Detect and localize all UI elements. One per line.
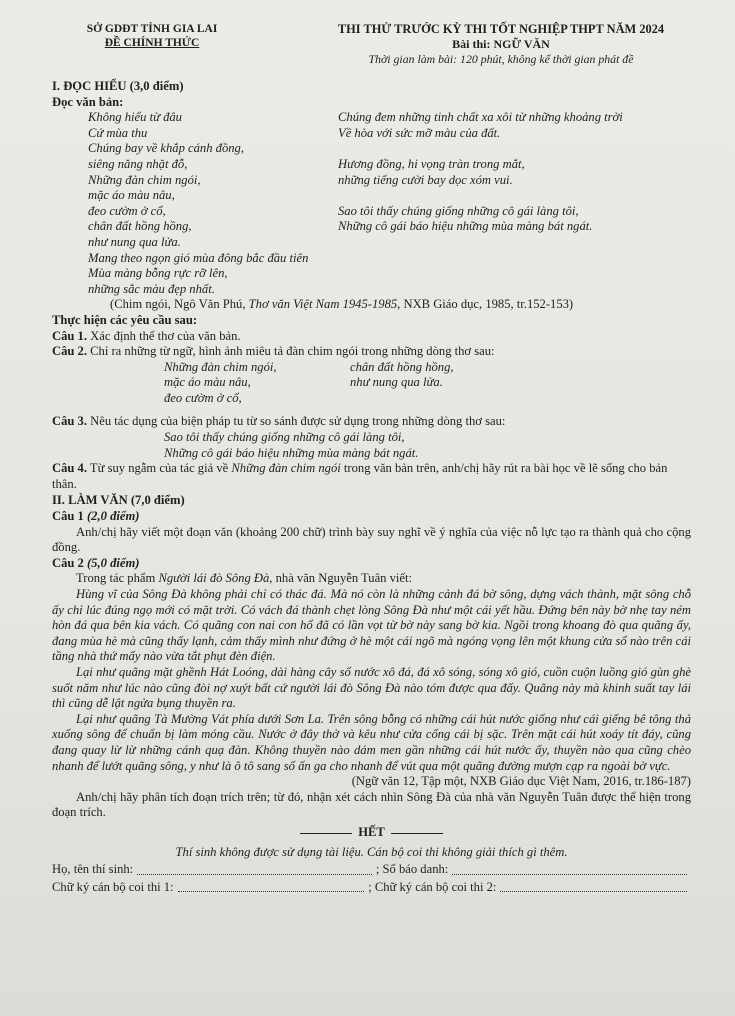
end-marker [52,825,691,841]
quote-line: mặc áo màu nâu, [164,375,251,390]
sig2-label: ; Chữ ký cán bộ coi thi 2: [368,879,497,894]
c1-label: Câu 1 [52,509,84,524]
poem-line: những tiếng cười bay dọc xóm vui. [338,172,513,187]
stanza-gap [338,188,691,204]
part1-title: I. ĐỌC HIỂU (3,0 điểm) [52,79,184,93]
poem-line: chân đất hồng hồng, [88,219,192,234]
q4-italic: Những đàn chim ngói [231,461,341,476]
sig1-label: Chữ ký cán bộ coi thi 1: [52,879,174,894]
passage-paragraph-2: Lại như quãng mặt ghềnh Hát Loóng, dài hàng cây số nước xô đá, đá xô sóng, sóng xô gió, cuồn cuộn luồng gió gùn ghè suốt năm như lúc nào cũng đòi nợ xuýt bất cứ người lái đò Sông Đà nào tóm được qua đấy. Quãng này mà khinh suất tay lái thì cũng dễ lật ngửa bụng thuyền ra. [52,664,691,711]
poem-line: Về hòa với sức mỡ màu của đất. [338,125,501,140]
poem-line: Mang theo ngọn gió mùa đông bắc đầu tiên [88,250,309,265]
quote-line: như nung qua lửa. [350,375,443,390]
stanza-gap [338,141,691,157]
poem-right-column [338,110,691,297]
q2-text: Chỉ ra những từ ngữ, hình ảnh miêu tả đàn chim ngói trong những dòng thơ sau: [87,344,495,359]
sig2-field[interactable] [500,880,687,893]
passage-paragraph-3: Lại như quãng Tà Mường Vát phía dưới Sơn La. Trên sông bỗng có những cái hút nước giống như cái giếng bê tông thả xuống sông để chuẩn bị làm móng cầu. Nước ở đây thở và kêu như cửa cống cái bị sặc. Trên mặt cái hút xoáy tít đáy, cũng đang quay lừ lừ những cánh quạ đàn. Không thuyền nào dám men gần những cái hút nước ấy, thuyền nào qua cũng chèo nhanh để lướt quãng sông, y như là ô tô sang số ấn ga cho nhanh để vút qua một quãng đường mượn cạp ra ngoài bờ vực. [52,711,691,773]
reading-label: Đọc văn bản: [52,94,124,109]
exam-note: Thí sinh không được sử dụng tài liệu. Cán bộ coi thi không giải thích gì thêm. [175,844,568,859]
c2-points: (5,0 điểm) [83,555,140,570]
header-left [52,22,252,50]
name-label: Họ, tên thí sinh: [52,862,134,877]
q2-quote [164,360,691,407]
poem-line: Hương đồng, hi vọng tràn trong mắt, [338,156,525,171]
question-3 [52,414,691,430]
c2-heading [52,556,691,572]
q1-label: Câu 1. [52,328,87,343]
passage-paragraph-1: Hùng vĩ của Sông Đà không phải chỉ có thác đá. Mà nó còn là những cảnh đá bờ sông, dựng vách thành, mặt sông chỗ ấy chỉ lúc đúng ngọ mới có mặt trời. Có vách đá thành chẹt lòng Sông Đà như một cái yết hầu. Đứng bên này bờ nhẹ tay ném hòn đá qua bên kia vách. Có quãng con nai con hổ đã có lần vọt từ bờ này sang bờ kia. Ngồi trong khoang đò qua quãng ấy, đang mùa hè mà cũng thấy lạnh, cảm thấy mình như đứng ở hè một cái ngõ mà ngóng vọng lên một khung cửa sổ nào trên cái tầng nhà thứ mấy nào vừa tắt phụt đèn điện. [52,587,691,664]
end-rule-right [391,833,443,834]
name-field[interactable] [137,862,372,875]
source-italic: Thơ văn Việt Nam 1945-1985 [248,297,398,312]
c2-intro-post: , nhà văn Nguyễn Tuân viết: [269,571,413,586]
poem-line: Chúng bay về khắp cánh đồng, [88,141,244,156]
poem-line: như nung qua lửa. [88,234,181,249]
source-post: , NXB Giáo dục, 1985, tr.152-153) [397,297,574,312]
id-label: ; Số báo danh: [375,862,449,877]
q1-text: Xác định thể thơ của văn bản. [87,328,241,343]
question-4 [52,461,691,492]
poem-line: Những cô gái báo hiệu những mùa màng bát ngát. [338,219,593,234]
poem-line: Mùa màng bỗng rực rỡ lên, [88,266,228,281]
quote-line: chân đất hồng hồng, [350,359,454,374]
poem-line: siêng năng nhặt đỗ, [88,156,188,171]
c2-intro-pre: Trong tác phẩm [76,571,159,586]
supervisor-row [52,880,691,896]
q4-pre: Từ suy ngẫm của tác giả về [87,461,232,476]
exam-title: THI THỬ TRƯỚC KỲ THI TỐT NGHIỆP THPT NĂM 2024 [337,22,665,36]
c1-heading [52,509,691,525]
c2-task: Anh/chị hãy phân tích đoạn trích trên; từ đó, nhận xét cách nhìn Sông Đà của nhà văn Nguyễn Tuân được thể hiện trong đoạn trích. [52,789,691,820]
poem-line: Cứ mùa thu [88,125,148,140]
quote-line: Những cô gái báo hiệu những mùa màng bát ngát. [164,445,419,460]
end-rule-left [300,833,352,834]
q3-label: Câu 3. [52,414,87,429]
exam-header [52,22,691,67]
poem-line: đeo cườm ở cổ, [88,203,166,218]
part2-title: II. LÀM VĂN (7,0 điểm) [52,493,185,508]
org-name: SỞ GDĐT TỈNH GIA LAI [86,23,218,35]
end-label: HẾT [358,824,385,839]
official-label: ĐỀ CHÍNH THỨC [104,37,200,49]
quote-line: Những đàn chim ngói, [164,359,277,374]
poem-source [110,297,691,313]
q4-post: trong văn bản trên, anh/chị hãy rút ra bài học về lẽ sống cho bản thân. [52,461,668,491]
q3-quote [164,430,691,461]
id-field[interactable] [452,862,687,875]
sig1-field[interactable] [178,880,365,893]
quote-line: Sao tôi thấy chúng giống những cô gái làng tôi, [164,430,405,445]
question-1 [52,329,691,345]
poem-line: mặc áo màu nâu, [88,188,175,203]
poem-line: Không hiểu từ đâu [88,110,182,125]
c2-intro-italic: Người lái đò Sông Đà [158,571,270,586]
subject-label: Bài thi: NGỮ VĂN [452,37,550,51]
q3-text: Nêu tác dụng của biện pháp tu từ so sánh được sử dụng trong những dòng thơ sau: [87,414,506,429]
poem-left-column [88,110,338,297]
candidate-row [52,862,691,878]
task-label: Thực hiện các yêu cầu sau: [52,312,198,327]
source-pre: (Chim ngói, Ngô Văn Phú, [110,297,249,312]
poem-line: Chúng đem những tinh chất xa xôi từ những khoảng trời [338,110,623,125]
header-right [311,22,691,67]
q2-label: Câu 2. [52,344,87,359]
quote-line: đeo cườm ở cổ, [164,390,242,405]
time-label: Thời gian làm bài: 120 phút, không kể thời gian phát đề [368,52,634,66]
c1-points: (2,0 điểm) [83,509,140,524]
poem-line: Sao tôi thấy chúng giống những cô gái làng tôi, [338,203,579,218]
c2-intro [52,571,691,587]
q4-label: Câu 4. [52,461,87,476]
poem-line: Những đàn chim ngói, [88,172,201,187]
poem [88,110,691,297]
c2-label: Câu 2 [52,555,84,570]
c1-text: Anh/chị hãy viết một đoạn văn (khoảng 200 chữ) trình bày suy nghĩ về ý nghĩa của việc nỗ lực tạo ra thành quả cho cộng đồng. [52,524,691,555]
poem-line: những sắc màu đẹp nhất. [88,281,215,296]
passage-source: (Ngữ văn 12, Tập một, NXB Giáo dục Việt Nam, 2016, tr.186-187) [351,774,691,789]
question-2 [52,344,691,360]
